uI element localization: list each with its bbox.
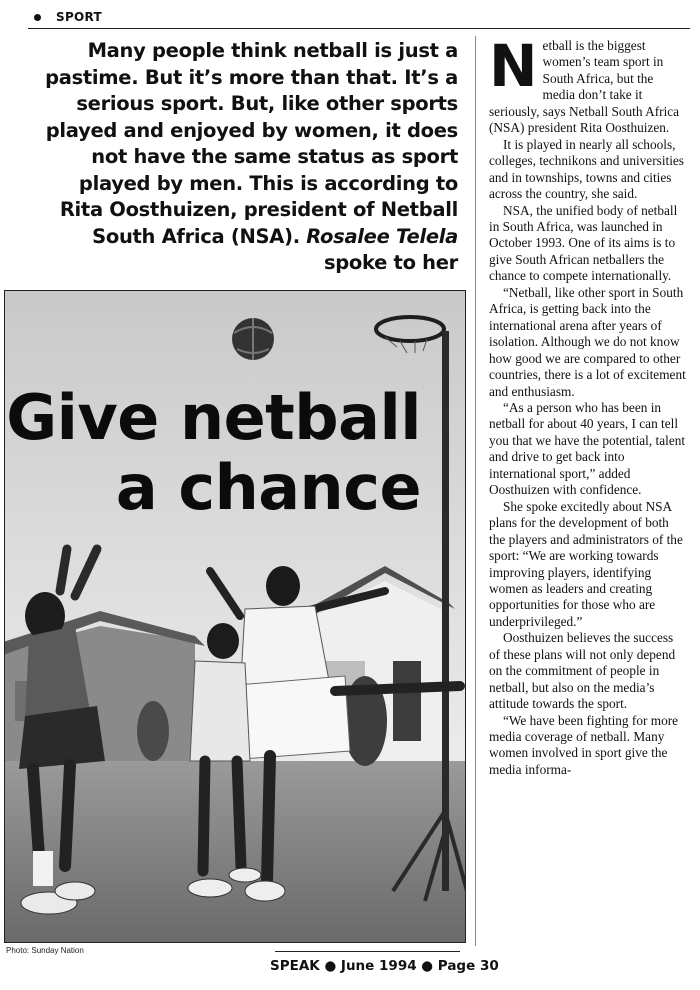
article-paragraph: Oosthuizen believes the success of these plans will not only depend on the commitment of people in netball, but also on the media’s attitude towards the sport. — [489, 630, 676, 712]
footer-rule — [275, 951, 460, 952]
article-paragraph: NSA, the unified body of netball in South Africa, was launched in October 1993. One of its aims is to give South African netballers the chance to compete internationally. — [489, 202, 678, 284]
netball-photo — [4, 290, 466, 943]
article-paragraph: “Netball, like other sport in South Africa, is getting back into the international arena after years of isolation. Although we do not know how good we are compared to other countries, there is a lot of excitement and enthusiasm. — [489, 284, 686, 399]
netball-ball — [232, 318, 274, 360]
section-header — [28, 8, 690, 29]
article-lead-paragraph — [489, 32, 687, 137]
article-paragraph: “We have been fighting for more media coverage of netball. Many women involved in sport give the media informa- — [489, 712, 679, 777]
article-lead-text: etball is the biggest women’s team sport in South Africa, but the media don’t take it seriously, says Netball South Africa (NSA) president Rita Oosthuizen. — [489, 38, 680, 136]
photo-credit: Photo: Sunday Nation — [6, 946, 84, 955]
article-paragraph: It is played in nearly all schools, colleges, technikons and universities and in townships, towns and cities across the country, she said. — [489, 136, 684, 202]
drop-cap: N — [489, 32, 538, 100]
article-body — [489, 32, 687, 778]
headline-line-1: Give netball — [6, 381, 421, 454]
article-paragraph: She spoke excitedly about NSA plans for the development of both the players and administrators of the sport: “We are working towards improving players, identifying women as leaders and creating opportunities for those who are underprivileged.” — [489, 498, 683, 629]
article-paragraph: “As a person who has been in netball for about 40 years, I can tell you that we have the potential, talent and drive to get back into international sport,” added Oosthuizen with confidence. — [489, 399, 686, 498]
column-divider — [475, 36, 476, 946]
section-label: SPORT — [56, 10, 103, 24]
byline-suffix: spoke to her — [323, 251, 458, 274]
intro-standfirst — [40, 38, 458, 277]
intro-text: Many people think netball is just a pastime. But it’s more than that. It’s a serious sport. But, like other sports played and enjoyed by women, it does not have the same status as sport played by men. This is according to Rita Oosthuizen, president of Netball South Africa (NSA). — [45, 39, 458, 248]
headline-line-2: a chance — [115, 451, 421, 524]
bullet-icon — [34, 14, 41, 21]
byline-author: Rosalee Telela — [306, 224, 458, 248]
page-footer: SPEAK ● June 1994 ● Page 30 — [270, 958, 499, 974]
headline — [6, 383, 421, 523]
